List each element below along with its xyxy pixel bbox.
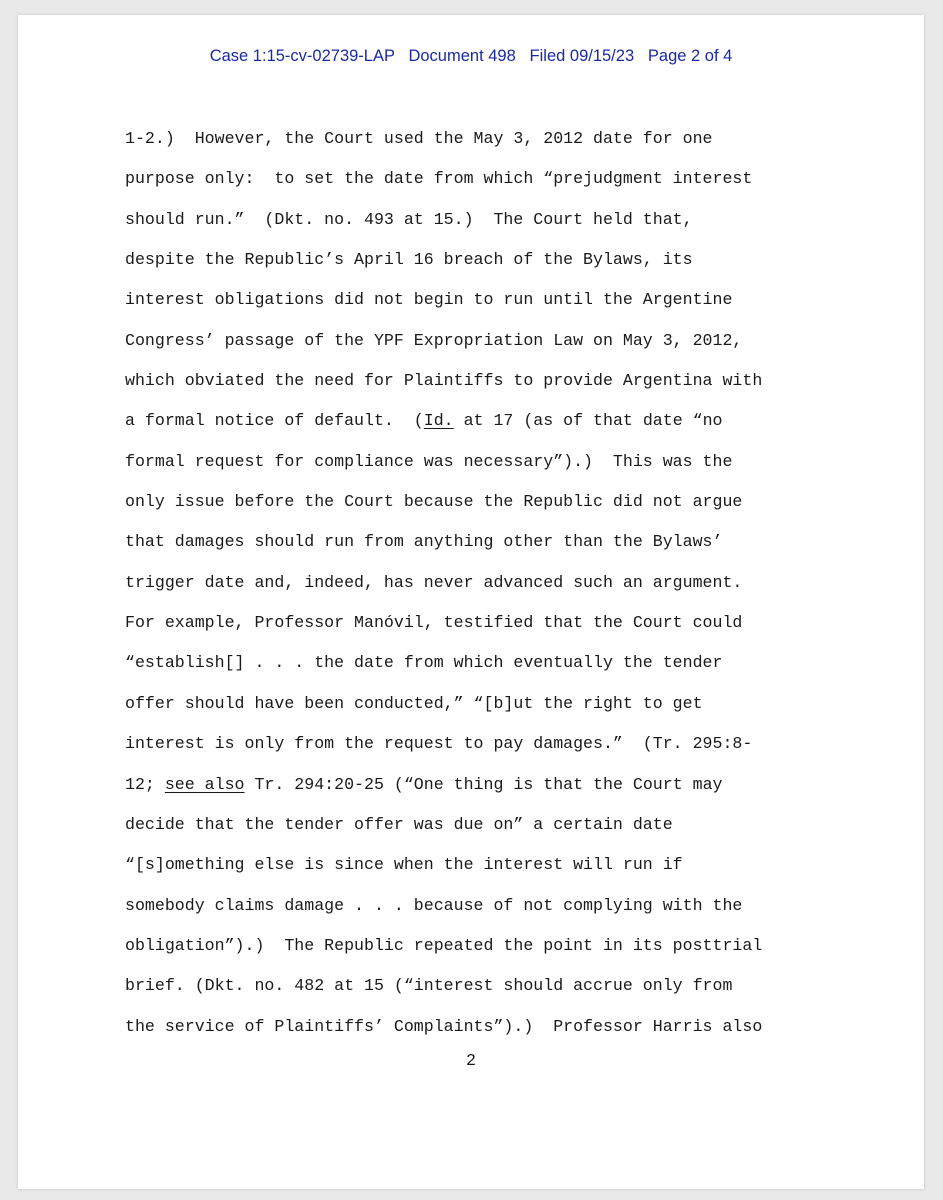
text-line: which obviated the need for Plaintiffs to provide Argentina with — [125, 371, 763, 391]
page-indicator: Page 2 of 4 — [647, 47, 733, 65]
citation-see-also: see also — [164, 774, 245, 794]
text-line: the service of Plaintiffs’ Complaints”).) Professor Harris also — [125, 1016, 763, 1036]
text-line: interest is only from the request to pay damages.” (Tr. 295:8- — [125, 734, 753, 754]
text-line: “establish[] . . . the date from which eventually the tender — [125, 653, 723, 673]
body-text — [125, 119, 845, 1047]
text-line: “[s]omething else is since when the interest will run if — [125, 855, 683, 875]
text-line: 1-2.) However, the Court used the May 3, 2012 date for one — [125, 129, 713, 148]
text-line: For example, Professor Manóvil, testified that the Court could — [125, 613, 743, 633]
case-number: Case 1:15-cv-02739-LAP — [209, 47, 395, 65]
document-page — [18, 15, 924, 1189]
court-filing-header — [18, 47, 924, 66]
text-line: formal request for compliance was necessary”).) This was the — [125, 451, 733, 471]
text-line: brief. (Dkt. no. 482 at 15 (“interest should accrue only from — [125, 976, 733, 996]
text-line: decide that the tender offer was due on” a certain date — [125, 814, 673, 834]
text-line: interest obligations did not begin to run until the Argentine — [125, 290, 733, 310]
page-number: 2 — [466, 1051, 476, 1070]
text-line: should run.” (Dkt. no. 493 at 15.) The Court held that, — [125, 209, 693, 229]
document-number: Document 498 — [408, 47, 516, 65]
text-line: a formal notice of default. (Id. at 17 (as of that date “no — [125, 411, 723, 431]
text-line: somebody claims damage . . . because of not complying with the — [125, 895, 743, 915]
text-line: obligation”).) The Republic repeated the point in its posttrial — [125, 935, 763, 955]
text-line: only issue before the Court because the Republic did not argue — [125, 492, 743, 512]
text-line: Congress’ passage of the YPF Expropriation Law on May 3, 2012, — [125, 330, 743, 350]
text-line: that damages should run from anything other than the Bylaws’ — [125, 532, 723, 552]
text-line: trigger date and, indeed, has never advanced such an argument. — [125, 572, 743, 592]
text-line: despite the Republic’s April 16 breach of the Bylaws, its — [125, 250, 693, 270]
text-line: purpose only: to set the date from which “prejudgment interest — [125, 169, 753, 189]
text-line: offer should have been conducted,” “[b]ut the right to get — [125, 693, 703, 713]
filed-date: Filed 09/15/23 — [529, 47, 635, 65]
text-line: 12; see also Tr. 294:20-25 (“One thing is that the Court may — [125, 774, 723, 794]
citation-id: Id. — [423, 411, 454, 431]
